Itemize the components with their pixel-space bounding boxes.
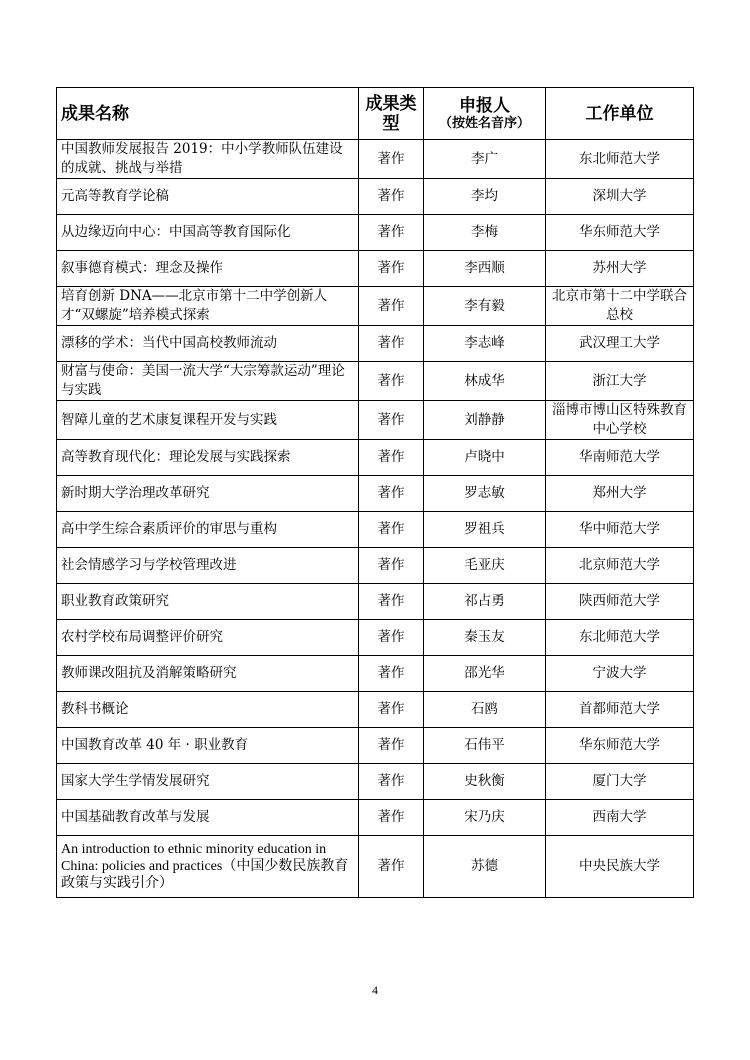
- cell-person: 石伟平: [424, 728, 546, 764]
- cell-name: 高等教育现代化：理论发展与实践探索: [57, 440, 359, 476]
- cell-name: 社会情感学习与学校管理改进: [57, 548, 359, 584]
- cell-unit: 厦门大学: [546, 764, 694, 800]
- cell-unit: 深圳大学: [546, 179, 694, 215]
- table-row: [57, 584, 694, 620]
- table-row: [57, 401, 694, 440]
- cell-name: 中国教育改革 40 年 · 职业教育: [57, 728, 359, 764]
- cell-type: 著作: [359, 548, 424, 584]
- cell-unit: 东北师范大学: [546, 620, 694, 656]
- cell-person: 林成华: [424, 362, 546, 401]
- cell-name: 智障儿童的艺术康复课程开发与实践: [57, 401, 359, 440]
- cell-unit: 淄博市博山区特殊教育中心学校: [546, 401, 694, 440]
- cell-name: 教科书概论: [57, 692, 359, 728]
- header-person-note: （按姓名音序）: [438, 115, 530, 131]
- page-number: 4: [372, 983, 378, 997]
- cell-name: 新时期大学治理改革研究: [57, 476, 359, 512]
- cell-type: 著作: [359, 362, 424, 401]
- cell-person: 卢晓中: [424, 440, 546, 476]
- table-row: [57, 692, 694, 728]
- cell-person: 李有毅: [424, 287, 546, 326]
- cell-type: 著作: [359, 140, 424, 179]
- header-person-label: 申报人: [459, 95, 510, 116]
- cell-person: 罗祖兵: [424, 512, 546, 548]
- table-header-row: [57, 88, 694, 140]
- cell-type: 著作: [359, 440, 424, 476]
- cell-person: 邵光华: [424, 656, 546, 692]
- cell-name: 农村学校布局调整评价研究: [57, 620, 359, 656]
- cell-person: 苏德: [424, 836, 546, 898]
- table-row: [57, 800, 694, 836]
- cell-unit: 苏州大学: [546, 251, 694, 287]
- table-row: [57, 548, 694, 584]
- cell-person: 李广: [424, 140, 546, 179]
- cell-unit: 华东师范大学: [546, 728, 694, 764]
- table-row: [57, 251, 694, 287]
- cell-type: 著作: [359, 692, 424, 728]
- cell-type: 著作: [359, 620, 424, 656]
- cell-name: 从边缘迈向中心：中国高等教育国际化: [57, 215, 359, 251]
- cell-type: 著作: [359, 800, 424, 836]
- cell-name: 叙事德育模式：理念及操作: [57, 251, 359, 287]
- cell-person: 罗志敏: [424, 476, 546, 512]
- cell-unit: 华中师范大学: [546, 512, 694, 548]
- header-type: 成果类型: [359, 88, 424, 140]
- cell-name: 漂移的学术：当代中国高校教师流动: [57, 326, 359, 362]
- cell-type: 著作: [359, 476, 424, 512]
- cell-type: 著作: [359, 512, 424, 548]
- cell-type: 著作: [359, 215, 424, 251]
- header-name: 成果名称: [57, 88, 359, 140]
- cell-person: 史秋衡: [424, 764, 546, 800]
- cell-type: 著作: [359, 656, 424, 692]
- cell-type: 著作: [359, 764, 424, 800]
- cell-type: 著作: [359, 287, 424, 326]
- cell-person: 李均: [424, 179, 546, 215]
- cell-unit: 华东师范大学: [546, 215, 694, 251]
- table-row: [57, 326, 694, 362]
- cell-unit: 东北师范大学: [546, 140, 694, 179]
- cell-name: 财富与使命：美国一流大学“大宗筹款运动”理论与实践: [57, 362, 359, 401]
- cell-name: 职业教育政策研究: [57, 584, 359, 620]
- cell-person: 毛亚庆: [424, 548, 546, 584]
- cell-type: 著作: [359, 728, 424, 764]
- table-row: [57, 512, 694, 548]
- cell-type: 著作: [359, 584, 424, 620]
- cell-person: 李志峰: [424, 326, 546, 362]
- cell-unit: 北京师范大学: [546, 548, 694, 584]
- table-row: [57, 728, 694, 764]
- cell-unit: 武汉理工大学: [546, 326, 694, 362]
- cell-unit: 西南大学: [546, 800, 694, 836]
- cell-name: 教师课改阻抗及消解策略研究: [57, 656, 359, 692]
- cell-unit: 浙江大学: [546, 362, 694, 401]
- cell-unit: 华南师范大学: [546, 440, 694, 476]
- table-row: [57, 140, 694, 179]
- cell-type: 著作: [359, 836, 424, 898]
- cell-type: 著作: [359, 401, 424, 440]
- cell-person: 刘静静: [424, 401, 546, 440]
- cell-name: 中国基础教育改革与发展: [57, 800, 359, 836]
- cell-name: 国家大学生学情发展研究: [57, 764, 359, 800]
- cell-unit: 北京市第十二中学联合总校: [546, 287, 694, 326]
- cell-person: 祁占勇: [424, 584, 546, 620]
- table-row: [57, 215, 694, 251]
- table-row: [57, 179, 694, 215]
- table-row: [57, 476, 694, 512]
- cell-type: 著作: [359, 326, 424, 362]
- cell-unit: 陕西师范大学: [546, 584, 694, 620]
- cell-name: 元高等教育学论稿: [57, 179, 359, 215]
- table-row: [57, 764, 694, 800]
- table-row: [57, 656, 694, 692]
- table-row: [57, 620, 694, 656]
- cell-name: 中国教师发展报告 2019：中小学教师队伍建设的成就、挑战与举措: [57, 140, 359, 179]
- cell-person: 宋乃庆: [424, 800, 546, 836]
- header-unit: 工作单位: [546, 88, 694, 140]
- results-table: [56, 87, 694, 898]
- cell-unit: 中央民族大学: [546, 836, 694, 898]
- cell-person: 石鸥: [424, 692, 546, 728]
- header-person: [424, 88, 546, 140]
- table-row: [57, 836, 694, 898]
- cell-name: 高中学生综合素质评价的审思与重构: [57, 512, 359, 548]
- cell-unit: 宁波大学: [546, 656, 694, 692]
- cell-person: 李梅: [424, 215, 546, 251]
- cell-name: An introduction to ethnic minority education in China: policies and practices（中国少数民族教育政策与实践引介）: [57, 836, 359, 898]
- cell-person: 秦玉友: [424, 620, 546, 656]
- cell-type: 著作: [359, 251, 424, 287]
- cell-type: 著作: [359, 179, 424, 215]
- cell-unit: 首都师范大学: [546, 692, 694, 728]
- cell-unit: 郑州大学: [546, 476, 694, 512]
- table-row: [57, 362, 694, 401]
- table-row: [57, 440, 694, 476]
- table-row: [57, 287, 694, 326]
- cell-person: 李西顺: [424, 251, 546, 287]
- cell-name: 培育创新 DNA——北京市第十二中学创新人才“双螺旋”培养模式探索: [57, 287, 359, 326]
